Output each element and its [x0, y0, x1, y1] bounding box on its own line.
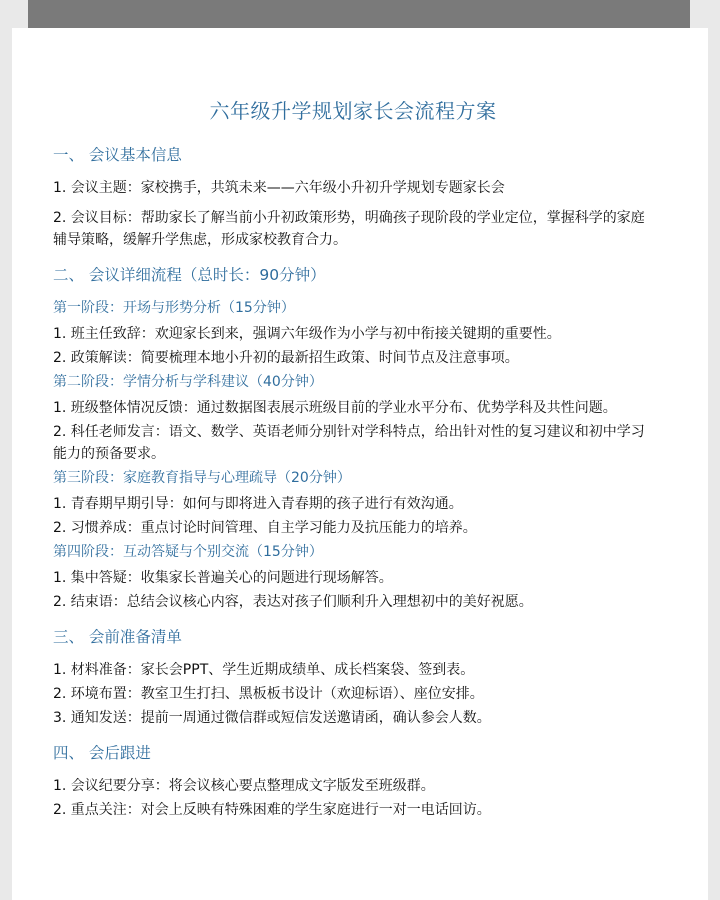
list-item: 1. 会议纪要分享：将会议核心要点整理成文字版发至班级群。	[53, 778, 435, 794]
list-item: 2. 科任老师发言：语文、数学、英语老师分别针对学科特点，给出针对性的复习建议和初中学习能力的预备要求。	[53, 424, 645, 462]
section-heading-follow-up: 四、 会后跟进	[53, 744, 151, 762]
list-item: 3. 通知发送：提前一周通过微信群或短信发送邀请函，确认参会人数。	[53, 710, 491, 726]
page-title: 六年级升学规划家长会流程方案	[209, 99, 497, 123]
top-bar	[28, 0, 690, 28]
list-item: 1. 班主任致辞：欢迎家长到来，强调六年级作为小学与初中衔接关键期的重要性。	[53, 326, 561, 342]
list-item: 2. 重点关注：对会上反映有特殊困难的学生家庭进行一对一电话回访。	[53, 802, 491, 818]
section-heading-process: 二、 会议详细流程（总时长：90分钟）	[53, 266, 326, 284]
document-content	[53, 95, 653, 823]
list-item: 1. 集中答疑：收集家长普遍关心的问题进行现场解答。	[53, 570, 393, 586]
list-item: 2. 习惯养成：重点讨论时间管理、自主学习能力及抗压能力的培养。	[53, 520, 477, 536]
stage-heading-3: 第三阶段：家庭教育指导与心理疏导（20分钟）	[53, 470, 351, 486]
section-heading-basic-info: 一、 会议基本信息	[53, 146, 182, 164]
stage-heading-2: 第二阶段：学情分析与学科建议（40分钟）	[53, 374, 323, 390]
section-heading-preparation: 三、 会前准备清单	[53, 628, 182, 646]
stage-heading-4: 第四阶段：互动答疑与个别交流（15分钟）	[53, 544, 323, 560]
list-item: 1. 班级整体情况反馈：通过数据图表展示班级目前的学业水平分布、优势学科及共性问题。	[53, 400, 617, 416]
stage-heading-1: 第一阶段：开场与形势分析（15分钟）	[53, 300, 295, 316]
list-item: 1. 会议主题：家校携手，共筑未来——六年级小升初升学规划专题家长会	[53, 180, 505, 196]
list-item: 2. 环境布置：教室卫生打扫、黑板板书设计（欢迎标语）、座位安排。	[53, 686, 484, 702]
list-item: 1. 青春期早期引导：如何与即将进入青春期的孩子进行有效沟通。	[53, 496, 463, 512]
list-item: 2. 会议目标：帮助家长了解当前小升初政策形势，明确孩子现阶段的学业定位，掌握科学的家庭辅导策略，缓解升学焦虑，形成家校教育合力。	[53, 210, 645, 248]
list-item: 2. 政策解读：简要梳理本地小升初的最新招生政策、时间节点及注意事项。	[53, 350, 519, 366]
list-item: 1. 材料准备：家长会PPT、学生近期成绩单、成长档案袋、签到表。	[53, 662, 475, 678]
list-item: 2. 结束语：总结会议核心内容，表达对孩子们顺利升入理想初中的美好祝愿。	[53, 594, 533, 610]
